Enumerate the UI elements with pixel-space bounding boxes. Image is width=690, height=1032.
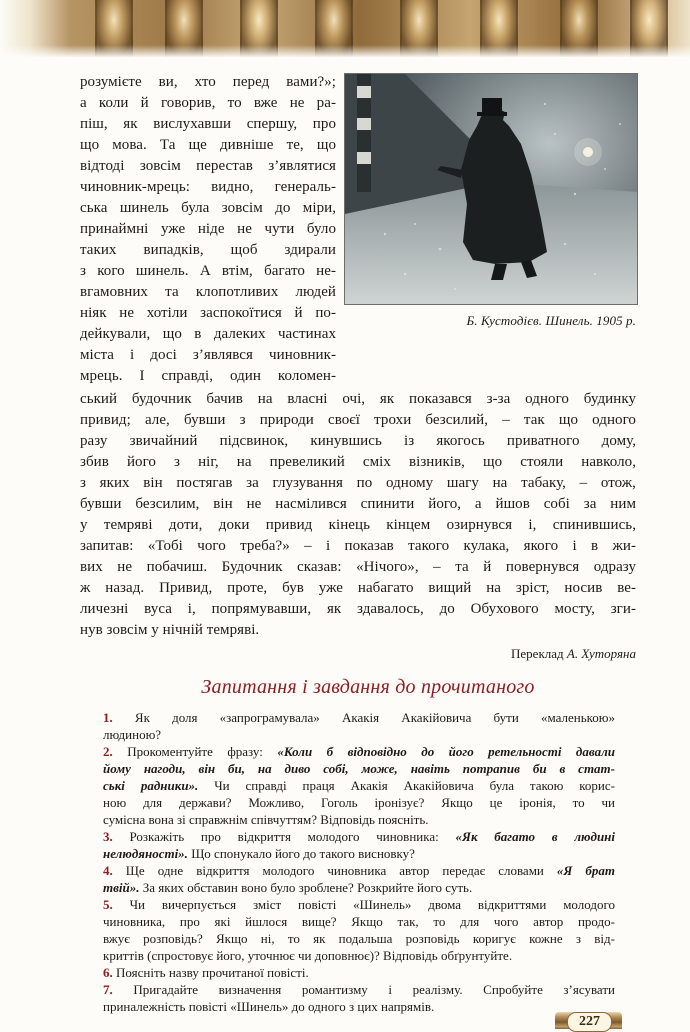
question-line: вжує розповідь? Якщо ні, то як подальша розповідь коригує кожне з від- <box>103 931 615 946</box>
question-quote: «Як багато в людині <box>455 829 616 844</box>
question-3 <box>103 828 615 845</box>
illustration-overcoat-ghost <box>344 73 638 305</box>
story-line: розумієте ви, хто перед вами?»; <box>80 74 336 90</box>
story-line: чиновник-мрець: видно, генераль- <box>80 179 336 195</box>
question-line: людиною? <box>103 727 162 742</box>
question-number: 4. <box>103 863 113 878</box>
question-quote: нелюдяності». <box>103 846 188 861</box>
question-line: криттів (спростовує його, уточнює чи доповнює)? Відповідь обґрунтуйте. <box>103 948 513 963</box>
story-line: у темряві доти, доки привид кінець кінцем озирнувся і, спинившись, <box>80 517 636 533</box>
illustration-caption <box>340 313 636 329</box>
question-text: Розкажіть про відкриття молодого чиновника: <box>129 829 456 844</box>
story-line: з кого шинель. А втім, багато не- <box>80 263 336 279</box>
illustration-drawing <box>345 74 637 304</box>
story-line: ж назад. Привид, проте, був уже набагато вищий на зріст, носив ве- <box>80 580 636 596</box>
questions-heading: Запитання і завдання до прочитаного <box>201 676 535 698</box>
story-line: бувши безсилим, він не насмілився спинити його, а йшов собі за ним <box>80 496 636 512</box>
question-text: Чи справді праця Акакія Акакійовича була такою корис- <box>198 778 615 793</box>
story-line: збив його з ніг, на превеликий сміх візників, що стояли навколо, <box>80 454 636 470</box>
question-number: 1. <box>103 710 113 725</box>
caption-title: Шинель. 1905 р. <box>545 313 636 328</box>
story-line: з яких він постягав за глузування по одному шагу на табаку, – отож, <box>80 475 636 491</box>
question-line: ною для держави? Можливо, Гоголь іронізує? Якщо це іронія, то чи <box>103 795 615 810</box>
question-quote: «Я брат <box>556 863 616 878</box>
question-line: чиновника, про які йшлося вище? Якщо так, то для чого автор продо- <box>103 914 615 929</box>
question-quote: ські радники». <box>103 778 199 793</box>
story-line: вгамовних та клопотливих людей <box>80 284 336 300</box>
question-number: 2. <box>103 744 113 759</box>
story-line: що мова. Та ще дивніше те, що <box>80 137 336 153</box>
question-line <box>103 760 615 777</box>
story-line: а коли й говорив, то вже не ра- <box>80 95 336 111</box>
caption-artist: Б. Кустодієв. <box>466 313 543 328</box>
question-7 <box>103 981 615 998</box>
question-6 <box>103 964 615 981</box>
page-number-ornament <box>555 1012 622 1029</box>
question-quote: «Коли б відповідно до його ретельності давали <box>277 744 616 759</box>
question-number: 7. <box>103 982 113 997</box>
question-text: Прокоментуйте фразу: <box>127 744 278 759</box>
question-line: приналежність повісті «Шинель» до одного з цих напрямів. <box>103 999 435 1014</box>
question-quote: йому нагоди, він би, на диво собі, може, навіть потрапив би в стат- <box>103 761 615 776</box>
story-line: мрець. І справді, один коломен- <box>80 368 336 384</box>
translation-prefix: Переклад <box>511 646 564 661</box>
story-line: ніяк не хотіли заспокоїтися й по- <box>80 305 336 321</box>
story-line: пiш, як вислухавши спершу, про <box>80 116 336 132</box>
story-line: ська шинель була зовсім до міри, <box>80 200 336 216</box>
question-5 <box>103 896 615 913</box>
story-line: вих не побачиш. Будочник сказав: «Нічого», – та й повернувся одразу <box>80 559 636 575</box>
translator-name: А. Хуторяна <box>566 646 636 661</box>
story-line: запитав: «Тобі чого треба?» – і показав такого кулака, якого і в жи- <box>80 538 636 554</box>
story-line: привид; але, бувши з природи своєї трохи безсилий, – так що одного <box>80 412 636 428</box>
story-line: разу звичайний підсвинок, кинувшись із якогось приватного дому, <box>80 433 636 449</box>
story-line: таких випадків, щоб здирали <box>80 242 336 258</box>
story-line: нув зовсім у нічній темряві. <box>80 622 260 638</box>
question-text: Ще одне відкриття молодого чиновника автор передає словами <box>125 863 557 878</box>
question-number: 6. <box>103 965 113 980</box>
question-text: Пригадайте визначення романтизму і реалізму. Спробуйте з’ясувати <box>133 982 615 997</box>
decorative-header-banner <box>0 0 690 57</box>
question-number: 5. <box>103 897 113 912</box>
question-quote: твій». <box>103 880 140 895</box>
story-line: відтоді зовсім перестав з’являтися <box>80 158 336 174</box>
page-number: 227 <box>567 1012 612 1032</box>
story-line: личезні вуса і, попрямувавши, як здавалось, до Обухового мосту, зги- <box>80 601 636 617</box>
question-text: Що спонукало його до такого висновку? <box>187 846 415 861</box>
question-line <box>103 879 615 896</box>
question-2 <box>103 743 615 760</box>
question-text: Поясніть назву прочитаної повісті. <box>116 965 309 980</box>
question-line <box>103 845 615 862</box>
banner-fade <box>0 45 690 57</box>
question-text: Як доля «запрограмувала» Акакія Акакійовича бути «маленькою» <box>134 710 615 725</box>
story-line: ський будочник бачив на власні очі, як показався з-за одного будинку <box>80 391 636 407</box>
question-number: 3. <box>103 829 113 844</box>
question-text: За яких обставин воно було зроблене? Розкрийте його суть. <box>139 880 473 895</box>
story-line: міста і досі з’являвся чиновник- <box>80 347 336 363</box>
translation-credit <box>80 645 636 663</box>
story-line: принаймні уже ніде не чути було <box>80 221 336 237</box>
question-line: сумісна вона зі справжнім співчуттям? Відповідь поясніть. <box>103 812 429 827</box>
question-4 <box>103 862 615 879</box>
question-line <box>103 777 615 794</box>
story-line: дейкували, що в далеких частинах <box>80 326 336 342</box>
question-text: Чи вичерпується зміст повісті «Шинель» двома відкриттями молодого <box>129 897 615 912</box>
question-1 <box>103 709 615 726</box>
